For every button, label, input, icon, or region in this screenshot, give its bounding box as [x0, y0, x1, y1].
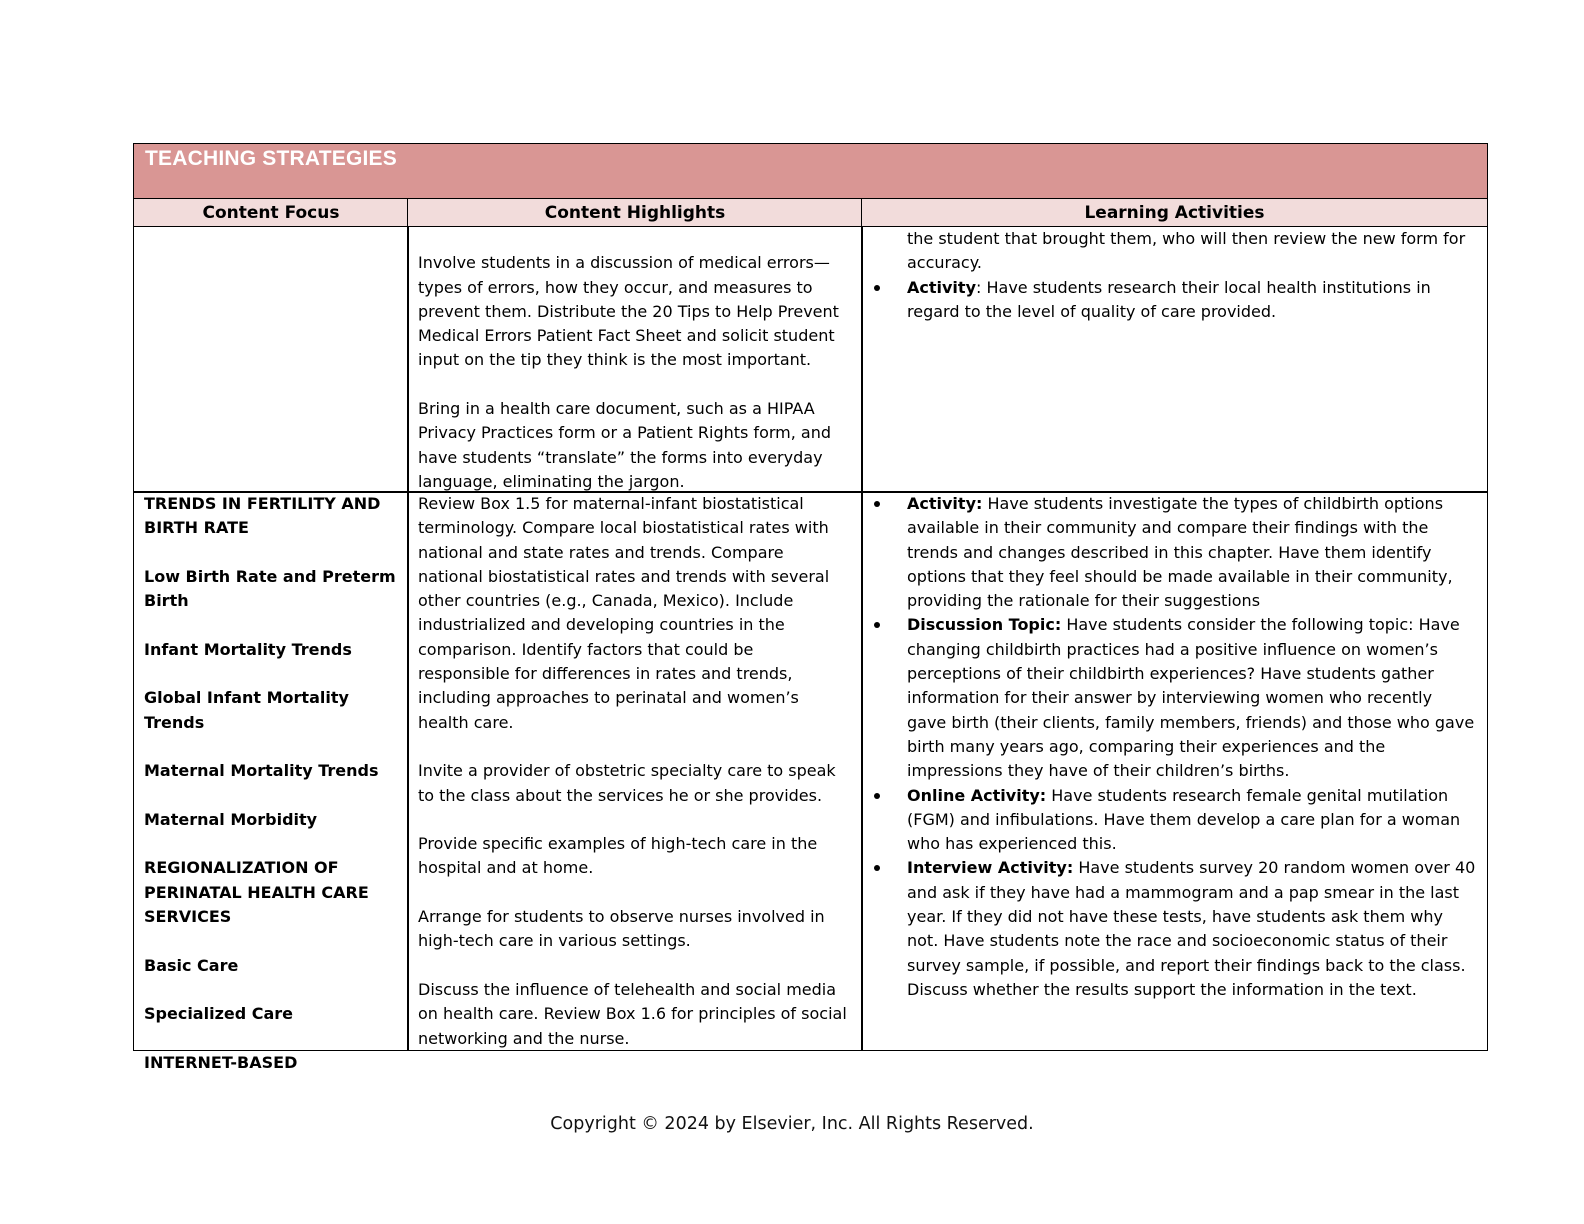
text-line: information for their answer by interviewing women who recently [907, 688, 1433, 708]
row1-focus-cell [133, 227, 409, 493]
activity-label: Online Activity: [907, 785, 1047, 805]
text-line: perceptions of their childbirth experiences? Have students gather [907, 664, 1434, 684]
text-line: networking and the nurse. [418, 1028, 630, 1048]
text-line: have students “translate” the forms into everyday [418, 447, 823, 467]
focus-heading: SERVICES [144, 907, 232, 927]
text-line: providing the rationale for their suggestions [907, 591, 1261, 611]
bullet-icon [874, 285, 880, 291]
row1-activities-cell [861, 227, 1488, 493]
text-line: accuracy. [907, 253, 982, 273]
text-line: terminology. Compare local biostatistical rates with [418, 518, 829, 538]
text-line: comparison. Identify factors that could be [418, 639, 754, 659]
text-line: national and state rates and trends. Compare [418, 542, 784, 562]
text-line: Invite a provider of obstetric specialty care to speak [418, 761, 836, 781]
text-line: Privacy Practices form or a Patient Rights form, and [418, 423, 832, 443]
teaching-strategies-table [133, 143, 1488, 1072]
text-line: including approaches to perinatal and women’s [418, 688, 799, 708]
header-content-highlights: Content Highlights [407, 199, 863, 227]
text-line: Review Box 1.5 for maternal-infant biostatistical [418, 494, 804, 513]
focus-topic: Basic Care [144, 955, 239, 975]
text-line: : Have students research their local health institutions in [976, 277, 1431, 297]
focus-topic: Maternal Morbidity [144, 809, 318, 829]
row2-highlights-cell [407, 491, 863, 1051]
text-line: Medical Errors Patient Fact Sheet and solicit student [418, 326, 835, 346]
bullet-icon [874, 501, 880, 507]
activity-label: Interview Activity: [907, 858, 1074, 878]
focus-topic: Maternal Mortality Trends [144, 761, 379, 781]
text-line: trends and changes described in this chapter. Have them identify [907, 542, 1432, 562]
activity-list-item [907, 613, 1477, 783]
text-line: birth many years ago, comparing their experiences and the [907, 736, 1386, 756]
text-line: year. If they did not have these tests, have students ask them why [907, 907, 1443, 927]
row1-highlights-cell [407, 227, 863, 493]
text-line: national biostatistical rates and trends with several [418, 566, 830, 586]
focus-topic: Birth [144, 591, 189, 611]
text-line: Have students investigate the types of childbirth options [982, 494, 1444, 513]
bullet-icon [874, 622, 880, 628]
text-line: language, eliminating the jargon. [418, 471, 685, 491]
text-line: other countries (e.g., Canada, Mexico). Include [418, 591, 794, 611]
focus-topic: Low Birth Rate and Preterm [144, 566, 396, 586]
text-line: survey sample, if possible, and report their findings back to the class. [907, 955, 1466, 975]
text-line: who has experienced this. [907, 834, 1117, 854]
text-line: gave birth (their clients, family members, friends) and those who gave [907, 712, 1475, 732]
row2-focus-cell [133, 491, 409, 1072]
activity-list-item [907, 856, 1477, 1002]
text-line: types of errors, how they occur, and measures to [418, 277, 813, 297]
text-line: industrialized and developing countries in the [418, 615, 785, 635]
text-line: prevent them. Distribute the 20 Tips to Help Prevent [418, 301, 839, 321]
text-line: Have students survey 20 random women over 40 [1073, 858, 1476, 878]
text-line: Discuss whether the results support the information in the text. [907, 979, 1417, 999]
bullet-icon [874, 865, 880, 871]
text-line: input on the tip they think is the most important. [418, 350, 812, 370]
focus-heading: BIRTH RATE [144, 518, 249, 538]
text-line: changing childbirth practices had a positive influence on women’s [907, 639, 1438, 659]
activity-label: Activity [907, 277, 976, 297]
text-line: Provide specific examples of high-tech care in the [418, 834, 818, 854]
text-line: high-tech care in various settings. [418, 931, 691, 951]
text-line: and ask if they have had a mammogram and a pap smear in the last [907, 882, 1460, 902]
text-line: Discuss the influence of telehealth and social media [418, 979, 837, 999]
focus-topic: Specialized Care [144, 1004, 294, 1024]
focus-topic: Global Infant Mortality Trends [144, 688, 349, 732]
copyright-footer: Copyright © 2024 by Elsevier, Inc. All Rights Reserved. [550, 1114, 1034, 1134]
text-line: not. Have students note the race and socioeconomic status of their [907, 931, 1448, 951]
text-line: health care. [418, 712, 514, 732]
text-line: Involve students in a discussion of medical errors— [418, 253, 830, 273]
activity-list-item [907, 784, 1477, 857]
focus-topic: Infant Mortality Trends [144, 639, 352, 659]
text-line: options that they feel should be made available in their community, [907, 566, 1453, 586]
text-line: hospital and at home. [418, 858, 594, 878]
banner-title: TEACHING STRATEGIES [145, 147, 397, 170]
text-line: to the class about the services he or she provides. [418, 785, 823, 805]
bullet-icon [874, 793, 880, 799]
activity-label: Discussion Topic: [907, 615, 1062, 635]
header-content-focus: Content Focus [133, 199, 409, 227]
activity-label: Activity: [907, 494, 983, 513]
text-line: (FGM) and infibulations. Have them develop a care plan for a woman [907, 809, 1461, 829]
activity-list-item [907, 492, 1477, 613]
text-line: Have students research female genital mutilation [1046, 785, 1449, 805]
text-line: the student that brought them, who will then review the new form for [907, 229, 1466, 248]
text-line: Arrange for students to observe nurses involved in [418, 907, 825, 927]
header-learning-activities: Learning Activities [861, 199, 1488, 227]
text-line: Have students consider the following topic: Have [1061, 615, 1460, 635]
text-line: on health care. Review Box 1.6 for principles of social [418, 1004, 847, 1024]
text-line: available in their community and compare their findings with the [907, 518, 1429, 538]
text-line: Bring in a health care document, such as a HIPAA [418, 399, 815, 419]
text-line: regard to the level of quality of care provided. [907, 301, 1277, 321]
focus-heading: TRENDS IN FERTILITY AND [144, 494, 381, 513]
focus-heading: REGIONALIZATION OF [144, 858, 339, 878]
activity-list-item [907, 276, 1477, 325]
focus-heading: PERINATAL HEALTH CARE [144, 882, 369, 902]
focus-heading: INTERNET-BASED [144, 1052, 298, 1072]
text-line: impressions they have of their children’s births. [907, 761, 1290, 781]
table-banner [133, 143, 1488, 199]
text-line: responsible for differences in rates and trends, [418, 664, 793, 684]
row2-activities-cell [861, 491, 1488, 1051]
